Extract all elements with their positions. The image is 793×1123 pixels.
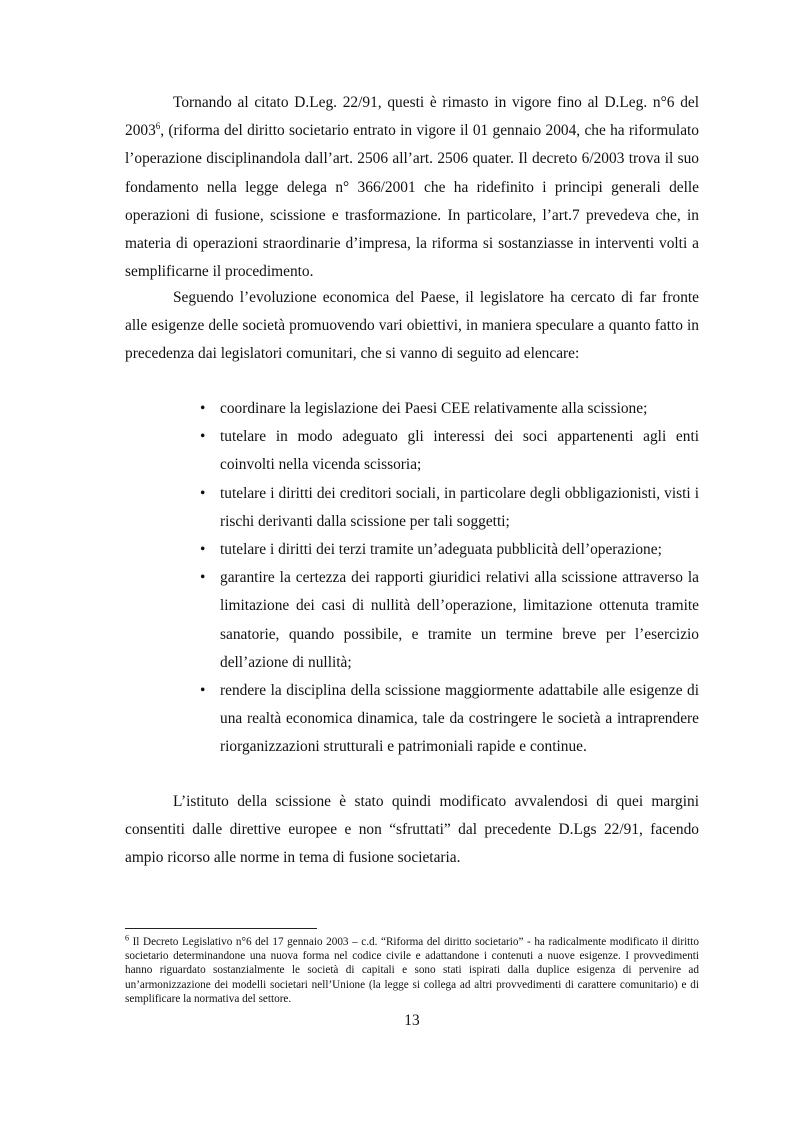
list-item bbox=[200, 536, 699, 564]
paragraph-1 bbox=[125, 89, 699, 286]
paragraph-1-text-b: , (riforma del diritto societario entrato in vigore il 01 gennaio 2004, che ha riformulato l’operazione disciplinandola dall’art. 2506 all’art. 2506 quater. Il decreto 6/2003 trova il suo fondamento nella legge delega n° 366/2001 che ha ridefinito i principi generali delle operazioni di fusione, scissione e trasformazione. In particolare, l’art.7 prevedeva che, in materia di operazioni straordinarie d’impresa, la riforma si sostanziasse in interventi volti a semplificarne il procedimento. bbox=[125, 122, 699, 281]
page-number: 13 bbox=[404, 1012, 420, 1029]
bullet-icon: • bbox=[200, 682, 206, 700]
footnote-text: Il Decreto Legislativo n°6 del 17 gennaio 2003 – c.d. “Riforma del diritto societario” - ha radicalmente modificato il diritto societario determinandone una nuova forma nel codice civile e adattandone i contenuti a nuove esigenze. I provvedimenti hanno riguardato sostanzialmente le società di capitali e sono stati ispirati dalla duplice esigenza di pervenire ad un’armonizzazione dei modelli societari nell’Unione (la legge si collega ad altri provvedimenti di carattere comunitario) e di semplificare la normativa del settore. bbox=[125, 936, 699, 1005]
bullet-icon: • bbox=[200, 569, 206, 587]
list-item-text: tutelare i diritti dei creditori sociali, in particolare degli obbligazionisti, visti i rischi derivanti dalla scissione per tali soggetti; bbox=[220, 484, 699, 530]
footnote-divider bbox=[125, 928, 317, 929]
list-item-text: rendere la disciplina della scissione maggiormente adattabile alle esigenze di una realtà economica dinamica, tale da costringere le società a intraprendere riorganizzazioni strutturali e patrimoniali rapide e continue. bbox=[220, 682, 699, 756]
list-item-text: garantire la certezza dei rapporti giuridici relativi alla scissione attraverso la limitazione dei casi di nullità dell’operazione, limitazione ottenuta tramite sanatorie, quando possibile, e tramite un termine breve per l’esercizio dell’azione di nullità; bbox=[220, 569, 699, 671]
bullet-icon: • bbox=[200, 428, 206, 446]
list-item-text: tutelare in modo adeguato gli interessi dei soci appartenenti agli enti coinvolti nella vicenda scissoria; bbox=[220, 428, 699, 474]
paragraph-2: Seguendo l’evoluzione economica del Paese, il legislatore ha cercato di far fronte alle esigenze delle società promuovendo vari obiettivi, in maniera speculare a quanto fatto in precedenza dai legislatori comunitari, che si vanno di seguito ad elencare: bbox=[125, 289, 699, 363]
list-item bbox=[200, 480, 699, 536]
bullet-icon: • bbox=[200, 484, 206, 502]
footnote-reference[interactable]: 6 bbox=[155, 121, 161, 132]
list-item-text: coordinare la legislazione dei Paesi CEE relativamente alla scissione; bbox=[220, 400, 648, 417]
paragraph-3: L’istituto della scissione è stato quindi modificato avvalendosi di quei margini consentiti dalle direttive europee e non “sfruttati” dal precedente D.Lgs 22/91, facendo ampio ricorso alle norme in tema di fusione societaria. bbox=[125, 793, 699, 867]
paragraph-1-text-a: Tornando al citato D.Leg. 22/91, questi è rimasto in vigore fino al D.Leg. n°6 del 2003 bbox=[125, 94, 699, 140]
list-item bbox=[200, 423, 699, 479]
footnote bbox=[125, 935, 699, 1006]
footnote-number: 6 bbox=[125, 933, 129, 943]
list-item bbox=[200, 564, 699, 677]
list-item-text: tutelare i diritti dei terzi tramite un’adeguata pubblicità dell’operazione; bbox=[220, 541, 662, 559]
bullet-icon: • bbox=[200, 541, 206, 559]
list-item bbox=[200, 395, 699, 423]
objectives-list bbox=[200, 395, 699, 762]
bullet-icon: • bbox=[200, 400, 206, 417]
list-item bbox=[200, 677, 699, 762]
